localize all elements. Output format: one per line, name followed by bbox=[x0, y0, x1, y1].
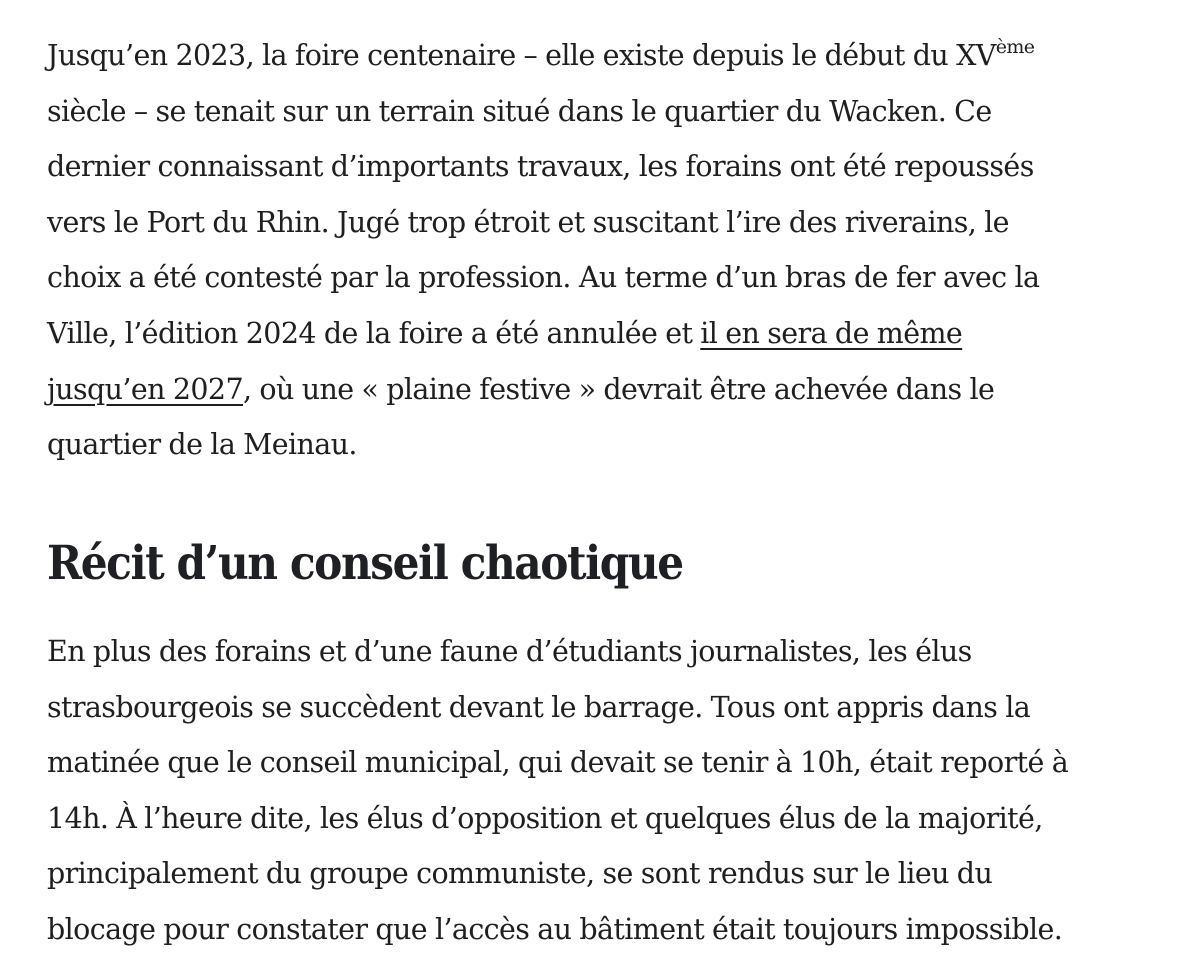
paragraph-line: matinée que le conseil municipal, qui devait se tenir à 10h, était reporté à bbox=[47, 746, 1069, 780]
line-text: , où une « plaine festive » devrait être achevée dans le bbox=[243, 372, 995, 406]
paragraph-line bbox=[47, 28, 1087, 84]
paragraph-line: strasbourgeois se succèdent devant le barrage. Tous ont appris dans la bbox=[47, 690, 1031, 724]
paragraph-line: principalement du groupe communiste, se sont rendus sur le lieu du bbox=[47, 857, 993, 891]
paragraph-line: 14h. À l’heure dite, les élus d’opposition et quelques élus de la majorité, bbox=[47, 801, 1043, 835]
paragraph-line: choix a été contesté par la profession. Au terme d’un bras de fer avec la bbox=[47, 261, 1040, 295]
paragraph-line: dernier connaissant d’importants travaux, les forains ont été repoussés bbox=[47, 150, 1034, 184]
paragraph-line: En plus des forains et d’une faune d’étudiants journalistes, les élus bbox=[47, 635, 972, 668]
paragraph-line: vers le Port du Rhin. Jugé trop étroit et suscitant l’ire des riverains, le bbox=[47, 205, 1009, 239]
superscript-ordinal: ème bbox=[995, 35, 1035, 58]
paragraph-line: quartier de la Meinau. bbox=[47, 428, 357, 462]
paragraph-council bbox=[47, 624, 1068, 958]
article-body bbox=[47, 28, 1087, 946]
article-link-2027-continued[interactable]: jusqu’en 2027 bbox=[47, 372, 243, 406]
paragraph-line bbox=[47, 362, 1087, 418]
paragraph-line bbox=[47, 306, 1087, 362]
paragraph-line: siècle – se tenait sur un terrain situé dans le quartier du Wacken. Ce bbox=[47, 94, 992, 128]
section-heading: Récit d’un conseil chaotique bbox=[47, 536, 683, 591]
line-text: Jusqu’en 2023, la foire centenaire – elle existe depuis le début du XV bbox=[47, 39, 996, 72]
paragraph-line: blocage pour constater que l’accès au bâtiment était toujours impossible. bbox=[47, 912, 1063, 946]
article-link-2027[interactable]: il en sera de même bbox=[700, 316, 963, 350]
line-text: Ville, l’édition 2024 de la foire a été annulée et bbox=[47, 316, 701, 350]
paragraph-foire-history bbox=[47, 28, 1087, 473]
